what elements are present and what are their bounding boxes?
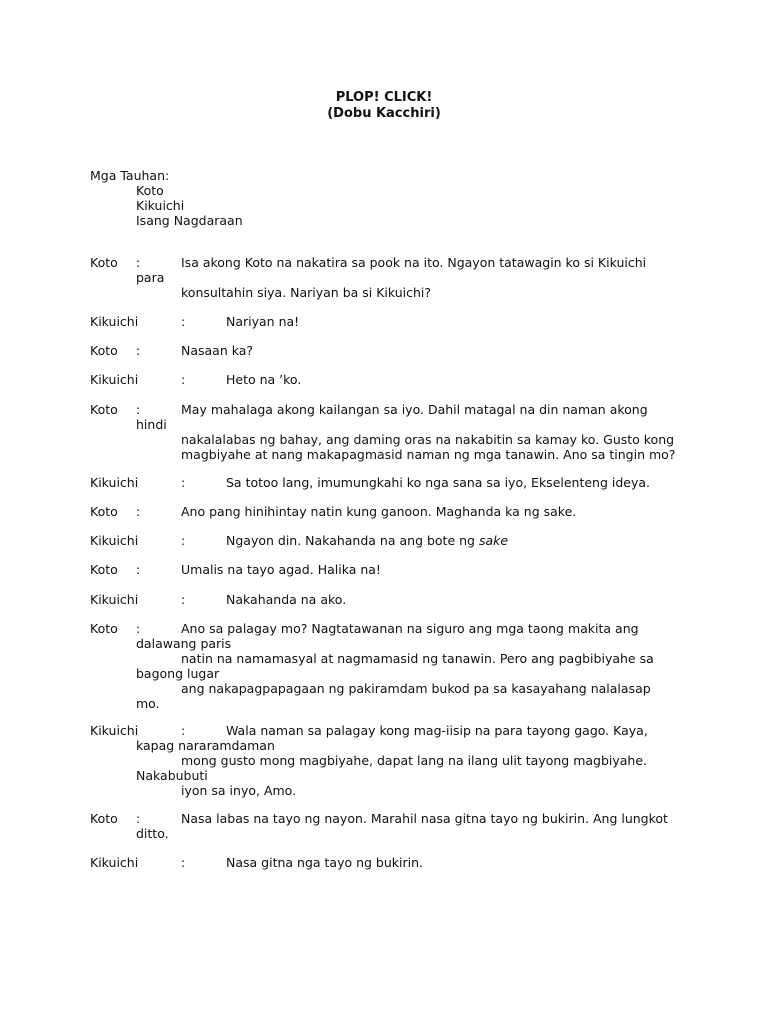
dialogue-continuation: magbiyahe at nang makapagmasid naman ng mga tanawin. Ano sa tingin mo? xyxy=(181,447,676,462)
cast-member: Kikuichi xyxy=(136,198,185,213)
speaker-name: Koto xyxy=(90,811,118,826)
speaker-colon: : xyxy=(181,314,186,329)
play-title xyxy=(0,90,768,121)
speaker-name: Koto xyxy=(90,621,118,636)
dialogue-text: Heto na ’ko. xyxy=(226,372,302,387)
dialogue-italic-word: sake xyxy=(478,533,509,548)
dialogue-text: Wala naman sa palagay kong mag-iisip na para tayong gago. Kaya, xyxy=(226,723,648,738)
cast-list xyxy=(136,183,243,228)
speaker-name: Kikuichi xyxy=(90,592,139,607)
dialogue-text: Sa totoo lang, imumungkahi ko nga sana sa iyo, Ekselenteng ideya. xyxy=(226,475,651,490)
speaker-name: Kikuichi xyxy=(90,855,139,870)
dialogue-text: Isa akong Koto na nakatira sa pook na ito. Ngayon tatawagin ko si Kikuichi xyxy=(181,255,647,270)
speaker-name: Koto xyxy=(90,402,118,417)
speaker-colon: : xyxy=(136,621,141,636)
dialogue-wrap-text: Nakabubuti xyxy=(136,768,208,783)
dialogue-text-main: Ngayon din. Nakahanda na ang bote ng xyxy=(226,533,475,548)
speaker-colon: : xyxy=(136,402,141,417)
cast-member: Isang Nagdaraan xyxy=(136,213,243,228)
speaker-colon: : xyxy=(181,592,186,607)
dialogue-text: Ano pang hinihintay natin kung ganoon. Maghanda ka ng sake. xyxy=(181,504,577,519)
speaker-name: Koto xyxy=(90,255,118,270)
cast-member: Koto xyxy=(136,183,164,198)
speaker-colon: : xyxy=(181,533,186,548)
speaker-name: Kikuichi xyxy=(90,314,139,329)
dialogue-wrap-text: mo. xyxy=(136,696,160,711)
speaker-name: Kikuichi xyxy=(90,533,139,548)
speaker-colon: : xyxy=(136,811,141,826)
dialogue-continuation: mong gusto mong magbiyahe, dapat lang na ilang ulit tayong magbiyahe. xyxy=(181,753,648,768)
speaker-name: Koto xyxy=(90,343,118,358)
dialogue-continuation: konsultahin siya. Nariyan ba si Kikuichi? xyxy=(181,285,432,300)
dialogue-wrap-text: dalawang paris xyxy=(136,636,232,651)
dialogue-text: May mahalaga akong kailangan sa iyo. Dahil matagal na din naman akong xyxy=(181,402,648,417)
dialogue-continuation: iyon sa inyo, Amo. xyxy=(181,783,297,798)
title-line-1: PLOP! CLICK! xyxy=(335,90,433,105)
dialogue-text: Nasaan ka? xyxy=(181,343,254,358)
speaker-colon: : xyxy=(181,475,186,490)
dialogue-wrap-text: hindi xyxy=(136,417,167,432)
speaker-colon: : xyxy=(136,343,141,358)
speaker-name: Kikuichi xyxy=(90,723,139,738)
dialogue-wrap-text: para xyxy=(136,270,165,285)
title-line-2: (Dobu Kacchiri) xyxy=(327,105,441,121)
speaker-colon: : xyxy=(136,255,141,270)
speaker-colon: : xyxy=(181,723,186,738)
dialogue-continuation: ang nakapagpapagaan ng pakiramdam bukod pa sa kasayahang nalalasap xyxy=(181,681,651,696)
speaker-name: Kikuichi xyxy=(90,475,139,490)
speaker-colon: : xyxy=(181,372,186,387)
dialogue-text: Nasa gitna nga tayo ng bukirin. xyxy=(226,855,423,870)
speaker-name: Koto xyxy=(90,504,118,519)
speaker-name: Koto xyxy=(90,562,118,577)
dialogue-text: Nariyan na! xyxy=(226,314,300,329)
dialogue-text: Nakahanda na ako. xyxy=(226,592,347,607)
dialogue-wrap-text: bagong lugar xyxy=(136,666,220,681)
speaker-colon: : xyxy=(136,504,141,519)
speaker-colon: : xyxy=(136,562,141,577)
dialogue-text: Ano sa palagay mo? Nagtatawanan na siguro ang mga taong makita ang xyxy=(181,621,639,636)
cast-heading: Mga Tauhan: xyxy=(90,168,170,183)
speaker-colon: : xyxy=(181,855,186,870)
speaker-name: Kikuichi xyxy=(90,372,139,387)
dialogue-continuation: natin na namamasyal at nagmamasid ng tanawin. Pero ang pagbibiyahe sa xyxy=(181,651,654,666)
dialogue-text: Umalis na tayo agad. Halika na! xyxy=(181,562,381,577)
dialogue-wrap-text: kapag nararamdaman xyxy=(136,738,275,753)
dialogue-text xyxy=(226,533,508,548)
dialogue-continuation: nakalalabas ng bahay, ang daming oras na nakabitin sa kamay ko. Gusto kong xyxy=(181,432,675,447)
dialogue-text: Nasa labas na tayo ng nayon. Marahil nasa gitna tayo ng bukirin. Ang lungkot xyxy=(181,811,668,826)
dialogue-wrap-text: ditto. xyxy=(136,826,169,841)
